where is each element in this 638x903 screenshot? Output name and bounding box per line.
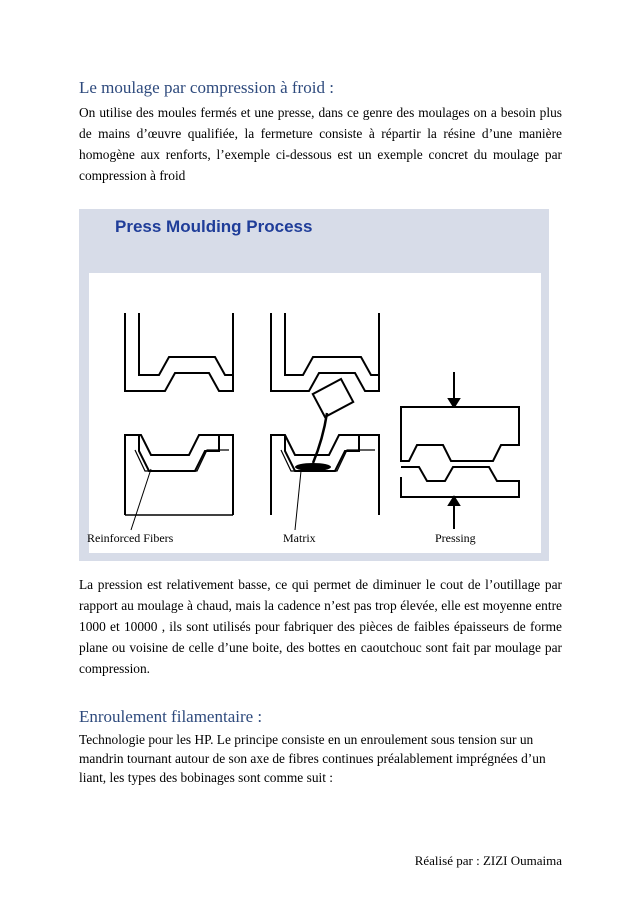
label-reinforced-fibers: Reinforced Fibers <box>87 531 174 545</box>
figure-title: Press Moulding Process <box>115 217 313 236</box>
section-heading-filament-winding: Enroulement filamentaire : <box>79 707 263 726</box>
paragraph-intro: On utilise des moules fermés et une presse, dans ce genre des moulages on a besoin plus de mains d’œuvre qualifiée, la fermeture consiste à répartir la résine d’une manière homogène aux renforts, l’exemple ci-dessous est un exemple concret du moulage par compression à froid <box>79 105 562 183</box>
label-matrix: Matrix <box>283 531 316 545</box>
label-pressing: Pressing <box>435 531 476 545</box>
footer-author: Réalisé par : ZIZI Oumaima <box>414 853 562 868</box>
section-heading-cold-compression: Le moulage par compression à froid : <box>79 78 334 97</box>
matrix-resin <box>295 463 331 471</box>
paragraph-pressure: La pression est relativement basse, ce qui permet de diminuer le cout de l’outillage par rapport au moulage à chaud, mais la cadence n’est pas trop élevée, elle est moyenne entre 1000 et 10000 , ils sont utilisés pour fabriquer des pièces de faibles épaisseurs de forme plane ou voisine de celle d’une boite, des bottes en caoutchouc sont fait par moulage par compression. <box>79 577 562 676</box>
press-moulding-figure <box>79 209 549 561</box>
paragraph-filament: Technologie pour les HP. Le principe consiste en un enroulement sous tension sur un mandrin tournant autour de son axe de fibres continues préalablement imprégnées d’un liant, les types des bobinages sont comme suit : <box>79 732 546 785</box>
